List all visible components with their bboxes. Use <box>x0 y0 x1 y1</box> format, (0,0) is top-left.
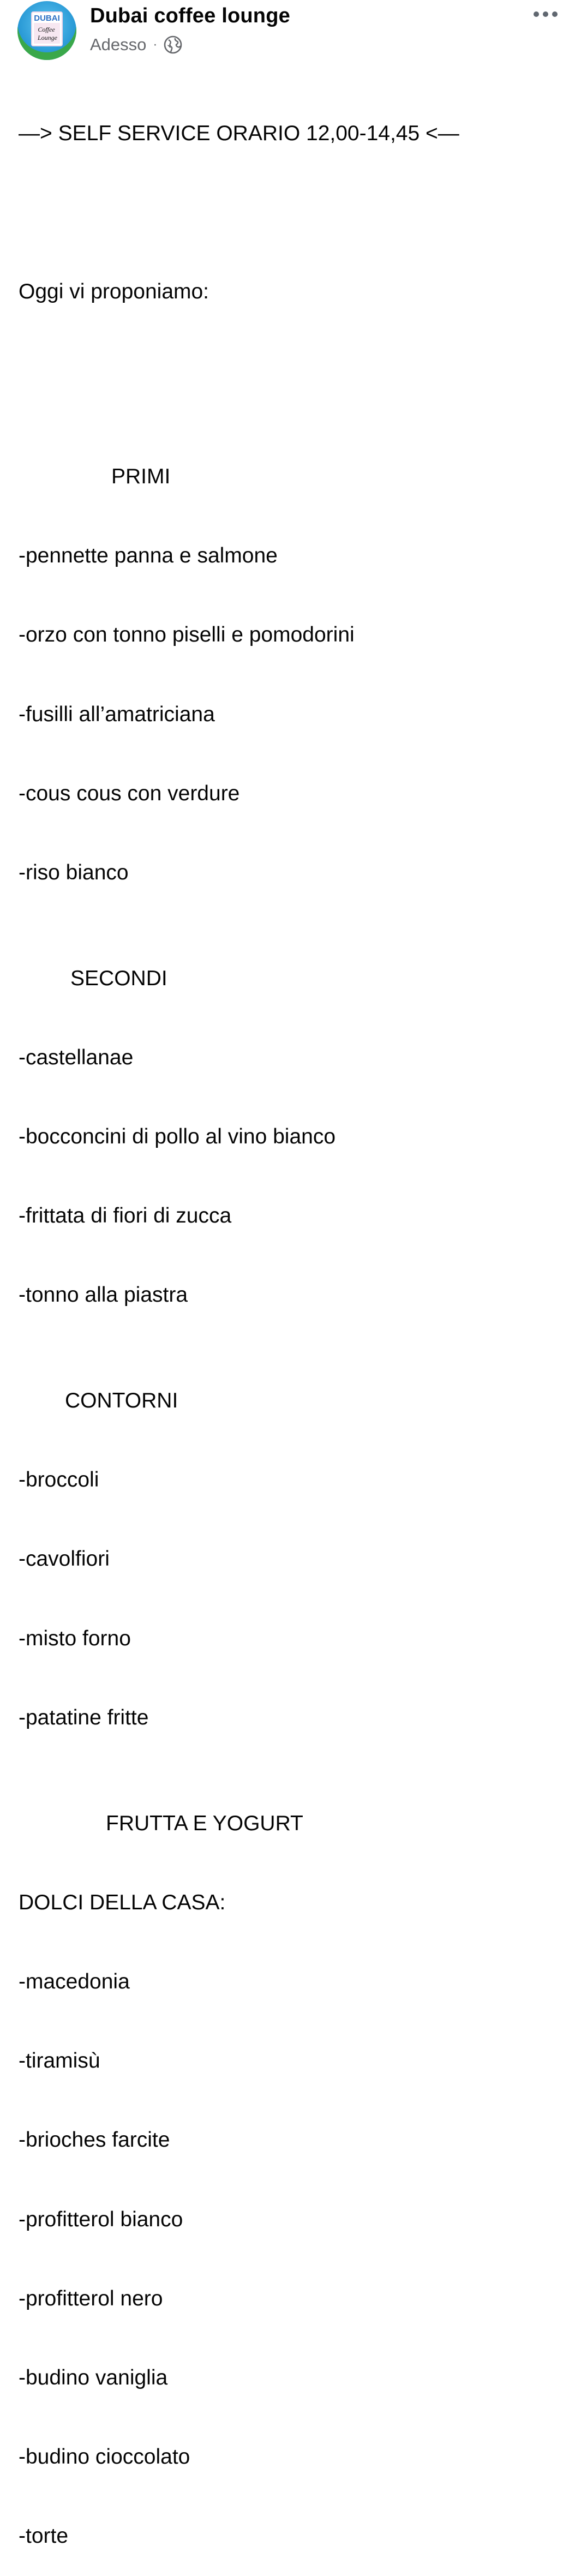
post-timestamp[interactable]: Adesso <box>90 35 147 54</box>
globe-icon[interactable] <box>164 35 182 54</box>
menu-item-contorni: -misto forno <box>19 1626 131 1650</box>
menu-item-contorni: -cavolfiori <box>19 1547 110 1571</box>
avatar-logo <box>17 1 76 60</box>
menu-item-secondi: -frittata di fiori di zucca <box>19 1204 232 1228</box>
post-meta <box>90 34 182 56</box>
more-dot <box>534 11 539 17</box>
intro-line: Oggi vi proponiamo: <box>19 280 209 304</box>
post-header <box>0 0 587 60</box>
menu-item-primi: -pennette panna e salmone <box>19 544 278 568</box>
menu-item-dolci: -budino vaniglia <box>19 2365 168 2389</box>
menu-item-dolci: -torte <box>19 2524 69 2548</box>
service-hours-line: —> SELF SERVICE ORARIO 12,00-14,45 <— <box>19 121 459 145</box>
blank-line <box>19 358 570 384</box>
section-title-primi: PRIMI <box>111 465 171 489</box>
menu-item-dolci: -tiramisù <box>19 2049 100 2073</box>
menu-item-dolci: -profitterol nero <box>19 2286 163 2310</box>
menu-item-secondi: -tonno alla piastra <box>19 1283 188 1307</box>
menu-item-dolci: -budino cioccolato <box>19 2445 190 2469</box>
menu-item-dolci: -macedonia <box>19 1969 130 1993</box>
more-options-button[interactable] <box>534 8 558 21</box>
menu-item-primi: -orzo con tonno piselli e pomodorini <box>19 623 355 647</box>
post-text <box>19 68 570 2576</box>
more-dot <box>552 11 558 17</box>
avatar-logo-mid: Coffee <box>38 26 55 33</box>
section-title-frutta: FRUTTA E YOGURT <box>106 1811 303 1835</box>
more-dot <box>543 11 548 17</box>
menu-item-secondi: -castellanae <box>19 1045 134 1069</box>
menu-item-dolci: -profitterol bianco <box>19 2207 183 2231</box>
section-title-dolci: DOLCI DELLA CASA: <box>19 1890 226 1914</box>
menu-item-contorni: -patatine fritte <box>19 1705 149 1729</box>
meta-separator: · <box>153 37 158 52</box>
menu-item-dolci: -brioches farcite <box>19 2128 170 2152</box>
menu-item-contorni: -broccoli <box>19 1468 99 1492</box>
blank-line <box>19 200 570 226</box>
menu-item-secondi: -bocconcini di pollo al vino bianco <box>19 1125 336 1149</box>
menu-item-primi: -riso bianco <box>19 861 129 885</box>
section-title-secondi: SECONDI <box>70 966 167 990</box>
avatar-logo-bottom: Lounge <box>38 34 57 41</box>
section-title-contorni: CONTORNI <box>65 1389 178 1413</box>
page-avatar[interactable] <box>17 1 76 60</box>
avatar-logo-top: DUBAI <box>34 14 60 23</box>
menu-item-primi: -fusilli all’amatriciana <box>19 702 215 726</box>
page-name[interactable]: Dubai coffee lounge <box>90 4 290 27</box>
menu-item-primi: -cous cous con verdure <box>19 781 240 805</box>
